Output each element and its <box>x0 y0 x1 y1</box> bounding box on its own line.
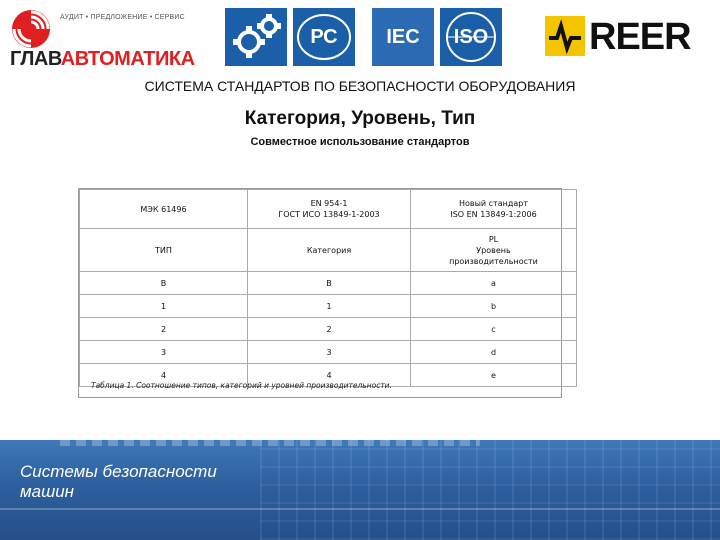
table-cell: B <box>80 272 248 295</box>
table-cell: a <box>411 272 577 295</box>
footer-title-line2: машин <box>20 482 75 501</box>
table-header-cell: Новый стандарт ISO EN 13849-1:2006 <box>411 190 577 229</box>
table-header-cell: МЭК 61496 <box>80 190 248 229</box>
table-cell: e <box>411 364 577 387</box>
reer-word: REER <box>589 16 691 58</box>
table-caption: Таблица 1. Соотношение типов, категорий и уровней производительности. <box>91 381 392 390</box>
table-cell: c <box>411 318 577 341</box>
table-cell: 2 <box>80 318 248 341</box>
table-cell: 3 <box>248 341 411 364</box>
table-cell: 4 <box>80 364 248 387</box>
gear-logo <box>225 8 287 66</box>
footer-grid-pattern <box>260 440 720 540</box>
table-cell: 3 <box>80 341 248 364</box>
table-row <box>80 295 577 318</box>
table-row <box>80 341 577 364</box>
standards-table <box>78 188 562 398</box>
table-header-row <box>80 229 577 272</box>
iso-label: ISO <box>453 26 489 48</box>
table-header-cell: PL Уровень производительности <box>411 229 577 272</box>
table-cell: b <box>411 295 577 318</box>
table-row <box>80 318 577 341</box>
brand-part1: ГЛАВ <box>10 48 61 70</box>
iso-logo <box>440 8 502 66</box>
table-cell: 2 <box>248 318 411 341</box>
footer-banner <box>0 440 720 540</box>
table-header-cell: Категория <box>248 229 411 272</box>
system-title: СИСТЕМА СТАНДАРТОВ ПО БЕЗОПАСНОСТИ ОБОРУДОВАНИЯ <box>144 78 576 94</box>
table-row <box>80 272 577 295</box>
brand-part2: АВТОМАТИКА <box>60 48 195 70</box>
footer-title-line1: Системы безопасности <box>20 462 217 481</box>
table-header-cell: EN 954-1 ГОСТ ИСО 13849-1-2003 <box>248 190 411 229</box>
reer-mark-icon <box>545 16 585 56</box>
page-title: Категория, Уровень, Тип <box>244 108 476 129</box>
rs-label: РС <box>310 26 338 48</box>
table-header-cell: ТИП <box>80 229 248 272</box>
logo-brand <box>10 48 195 71</box>
table-header-row <box>80 190 577 229</box>
table-cell: B <box>248 272 411 295</box>
iec-label: IEC <box>386 26 420 48</box>
table-cell: 4 <box>248 364 411 387</box>
table-cell: d <box>411 341 577 364</box>
gear-icon <box>225 8 287 66</box>
glavavtomatika-logo <box>10 8 195 70</box>
page-subtitle: Совместное использование стандартов <box>250 136 470 148</box>
rs-logo <box>293 8 355 66</box>
logo-tagline: АУДИТ • ПРЕДЛОЖЕНИЕ • СЕРВИС <box>60 14 185 21</box>
reer-logo <box>545 14 710 60</box>
swirl-logo-icon <box>10 8 52 50</box>
table-cell: 1 <box>80 295 248 318</box>
table-cell: 1 <box>248 295 411 318</box>
footer-title <box>20 462 217 502</box>
iec-logo <box>372 8 434 66</box>
footer-divider <box>0 508 720 510</box>
